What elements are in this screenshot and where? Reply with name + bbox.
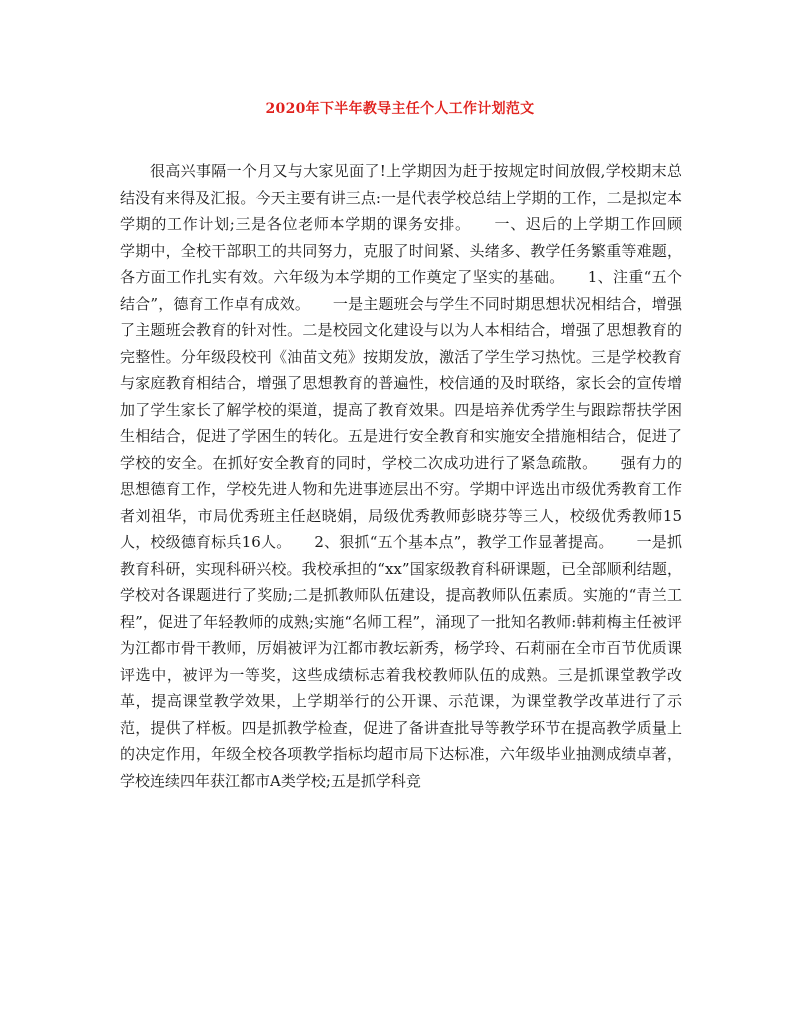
document-title: 2020年下半年教导主任个人工作计划范文 [265, 101, 535, 117]
document-body-paragraph: 很高兴事隔一个月又与大家见面了!上学期因为赶于按规定时间放假,学校期末总结没有来得及汇报。今天主要有讲三点:一是代表学校总结上学期的工作，二是拟定本学期的工作计划;三是各位老师本学期的课务安排。 一、迟后的上学期工作回顾 学期中，全校干部职工的共同努力，克服了时间紧、头绪多、教学任务繁重等难题，各方面工作扎实有效。六年级为本学期的工作奠定了坚实的基础。 1、注重“五个结合”，德育工作卓有成效。 一是主题班会与学生不同时期思想状况相结合，增强了主题班会教育的针对性。二是校园文化建设与以为人本相结合，增强了思想教育的完整性。分年级段校刊《油苗文苑》按期发放，激活了学生学习热忱。三是学校教育与家庭教育相结合，增强了思想教育的普遍性，校信通的及时联络，家长会的宣传增加了学生家长了解学校的渠道，提高了教育效果。四是培养优秀学生与跟踪帮扶学困生相结合，促进了学困生的转化。五是进行安全教育和实施安全措施相结合，促进了学校的安全。在抓好安全教育的同时，学校二次成功进行了紧急疏散。 强有力的思想德育工作，学校先进人物和先进事迹层出不穷。学期中评选出市级优秀教育工作者刘祖华，市局优秀班主任赵晓娟，局级优秀教师彭晓芬等三人，校级优秀教师15人，校级德育标兵16人。 2、狠抓“五个基本点”，教学工作显著提高。 一是抓教育科研，实现科研兴校。我校承担的“xx”国家级教育科研课题，已全部顺利结题，学校对各课题进行了奖励;二是抓教师队伍建设，提高教师队伍素质。实施的“青兰工程”，促进了年轻教师的成熟;实施“名师工程”，涌现了一批知名教师:韩莉梅主任被评为江都市骨干教师，厉娟被评为江都市教坛新秀，杨学玲、石莉丽在全市百节优质课评选中，被评为一等奖，这些成绩标志着我校教师队伍的成熟。三是抓课堂教学改革，提高课堂教学效果，上学期举行的公开课、示范课，为课堂教学改革进行了示范，提供了样板。四是抓教学检查，促进了备讲查批导等教学环节在提高教学质量上的决定作用，年级全校各项教学指标均超市局下达标准，六年级毕业抽测成绩卓著，学校连续四年获江都市A类学校;五是抓学科竞 [120, 162, 713, 790]
